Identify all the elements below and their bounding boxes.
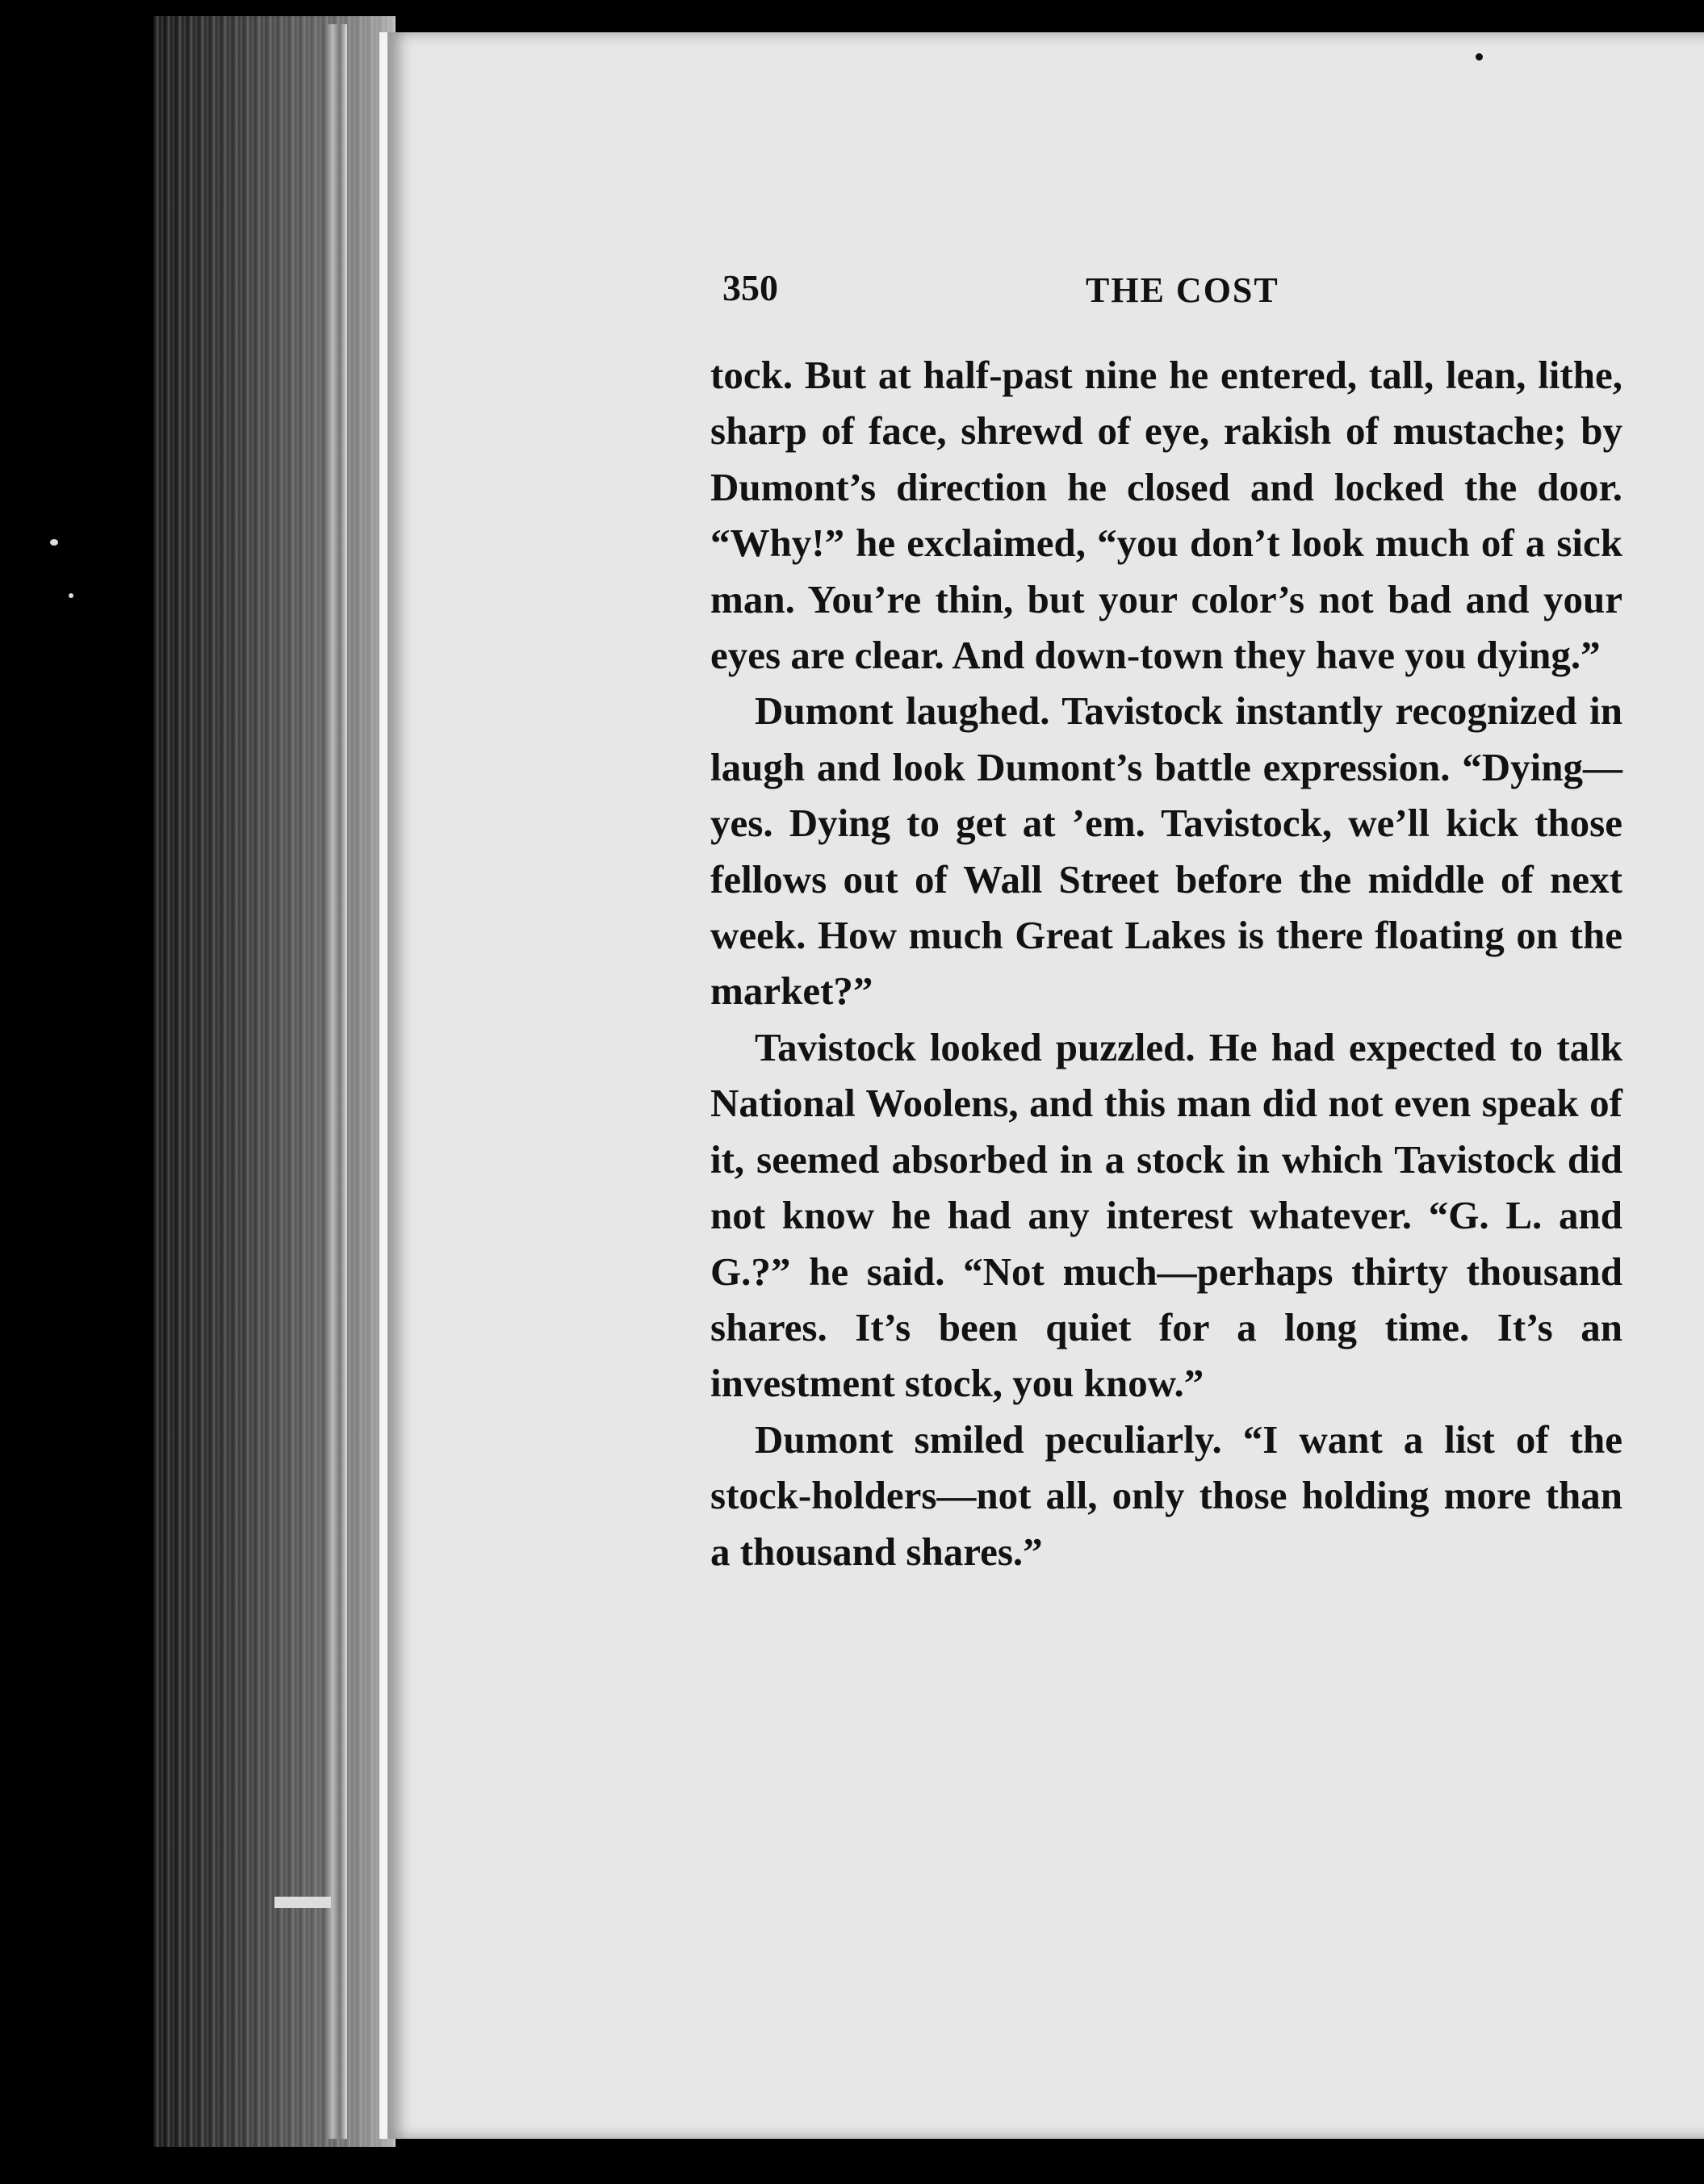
running-head — [722, 266, 1627, 315]
paragraph: Dumont laughed. Tavistock instantly recognized in laugh and look Dumont’s battle expression. “Dying—yes. Dying to get at ’em. Tavistock, we’ll kick those fellows out of Wall Street before the middle of next week. How much Great Lakes is there floating on the market?” — [710, 688, 1622, 1014]
paragraph: Tavistock looked puzzled. He had expected to talk National Woolens, and this man did not even speak of it, seemed absorbed in a stock in which Tavistock did not know he had any interest whatever. “G. L. and G.?” he said. “Not much—perhaps thirty thousand shares. It’s been quiet for a long time. It’s an investment stock, you know.” — [710, 1024, 1622, 1406]
paragraph: Dumont smiled peculiarly. “I want a list of the stock-holders—not all, only those holding more than a thousand shares.” — [710, 1416, 1622, 1574]
dust-speck — [1476, 53, 1483, 61]
dust-speck — [50, 539, 58, 546]
dust-speck — [69, 593, 73, 598]
paragraph: tock. But at half-past nine he entered, tall, lean, lithe, sharp of face, shrewd of eye, rakish of mustache; by Dumont’s direction he closed and locked the door. “Why!” he exclaimed, “you don’t look much of a sick man. You’re thin, but your color’s not bad and your eyes are clear. And down-town they have you dying.” — [710, 353, 1622, 678]
page-edge-strip — [274, 1897, 331, 1908]
book-binding-highlight — [323, 24, 347, 2139]
page-number: 350 — [722, 267, 778, 308]
running-title: THE COST — [1086, 270, 1279, 310]
body-text — [710, 347, 1622, 1579]
book-page-edges — [153, 16, 396, 2147]
